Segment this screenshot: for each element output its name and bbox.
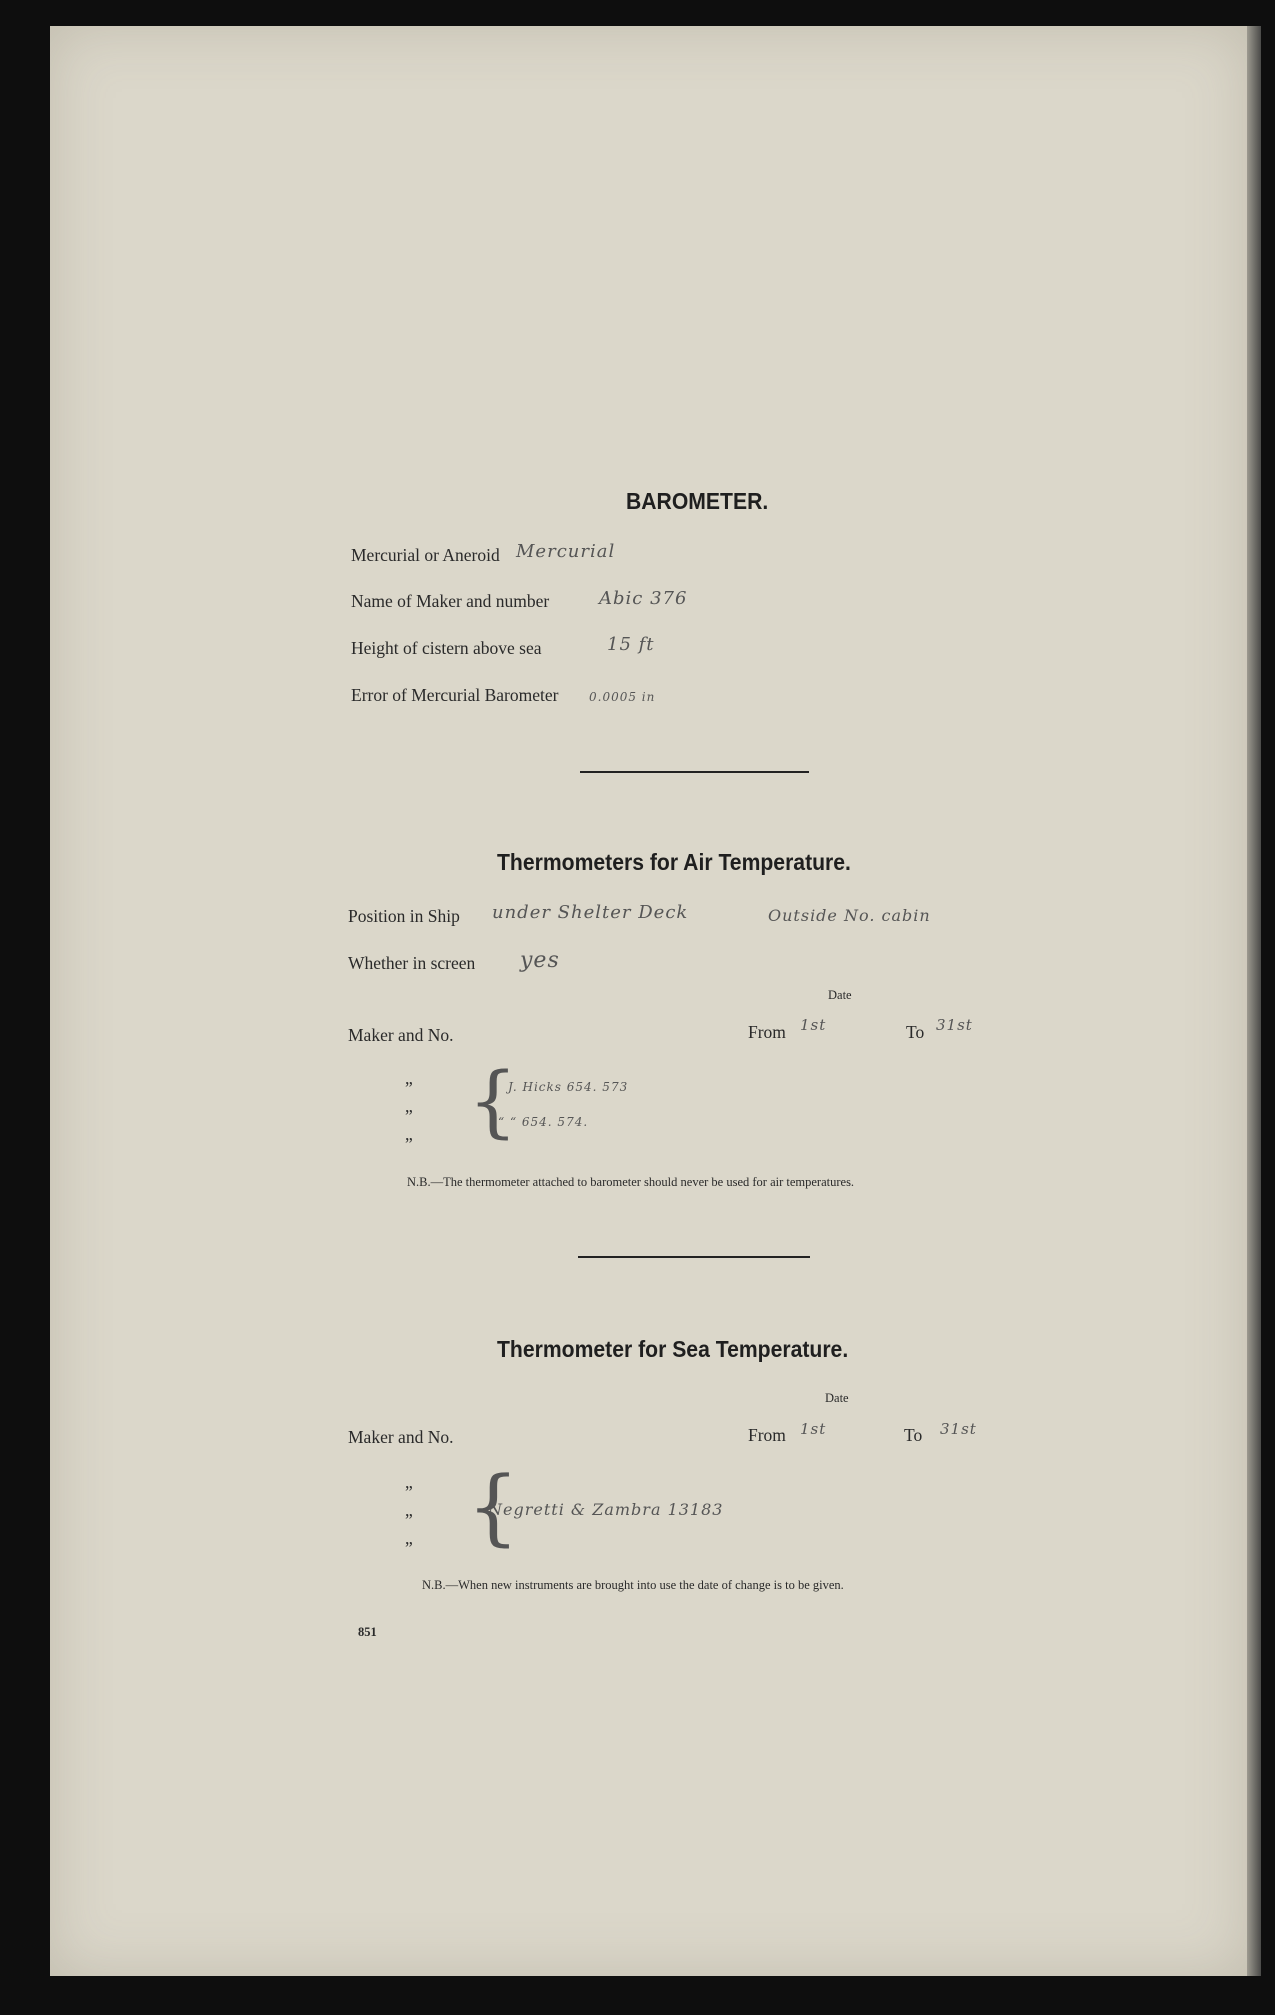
ditto-mark: ” xyxy=(405,1134,413,1154)
sea-note: N.B.—When new instruments are brought into use the date of change is to be given. xyxy=(422,1578,844,1592)
mercurial-or-aneroid-value: Mercurial xyxy=(516,541,616,562)
maker-number-value: Abic 376 xyxy=(599,588,688,609)
air-thermometer-entry: “ “ 654. 574. xyxy=(498,1115,589,1129)
position-in-ship-label: Position in Ship xyxy=(348,906,460,926)
cistern-height-value: 15 ft xyxy=(607,634,655,655)
sea-from-value: 1st xyxy=(800,1420,827,1438)
ditto-mark: ” xyxy=(405,1538,413,1558)
ditto-mark: ” xyxy=(405,1510,413,1530)
air-to-value: 31st xyxy=(936,1016,973,1034)
air-thermometers-heading: Thermometers for Air Temperature. xyxy=(497,849,851,875)
maker-number-label: Name of Maker and number xyxy=(351,591,550,611)
page-number: 851 xyxy=(358,1625,377,1639)
in-screen-label: Whether in screen xyxy=(348,953,476,973)
air-date-label: Date xyxy=(828,988,852,1002)
sea-from-label: From xyxy=(748,1425,786,1445)
sea-to-label: To xyxy=(904,1425,923,1445)
sea-to-value: 31st xyxy=(940,1420,977,1438)
brace-mark: { xyxy=(468,1057,518,1147)
mercurial-or-aneroid-label: Mercurial or Aneroid xyxy=(351,545,500,565)
in-screen-value: yes xyxy=(520,948,560,973)
mercurial-error-value: 0.0005 in xyxy=(589,690,656,704)
ditto-mark: ” xyxy=(405,1106,413,1126)
ditto-mark: ” xyxy=(405,1078,413,1098)
sea-thermometer-heading: Thermometer for Sea Temperature. xyxy=(497,1336,849,1362)
air-note: N.B.—The thermometer attached to barometer should never be used for air temperatures. xyxy=(407,1175,855,1189)
sea-thermometer-entry: Negretti & Zambra 13183 xyxy=(488,1500,724,1519)
air-from-value: 1st xyxy=(800,1016,827,1034)
brace-mark: { xyxy=(467,1460,520,1555)
section-divider xyxy=(578,1256,810,1258)
sea-date-label: Date xyxy=(825,1391,849,1405)
mercurial-error-label: Error of Mercurial Barometer xyxy=(351,685,559,705)
barometer-heading: BAROMETER. xyxy=(626,488,769,514)
book-spine-edge xyxy=(1247,26,1261,1976)
air-to-label: To xyxy=(906,1022,925,1042)
document-page xyxy=(50,26,1248,1976)
position-in-ship-value: under Shelter Deck xyxy=(492,902,689,923)
section-divider xyxy=(580,771,809,773)
ditto-mark: ” xyxy=(405,1482,413,1502)
cistern-height-label: Height of cistern above sea xyxy=(351,638,542,658)
air-thermometer-entry: J. Hicks 654. 573 xyxy=(508,1080,629,1094)
air-from-label: From xyxy=(748,1022,786,1042)
air-maker-no-label: Maker and No. xyxy=(348,1025,454,1045)
sea-maker-no-label: Maker and No. xyxy=(348,1427,454,1447)
position-in-ship-value-2: Outside No. cabin xyxy=(768,906,931,925)
